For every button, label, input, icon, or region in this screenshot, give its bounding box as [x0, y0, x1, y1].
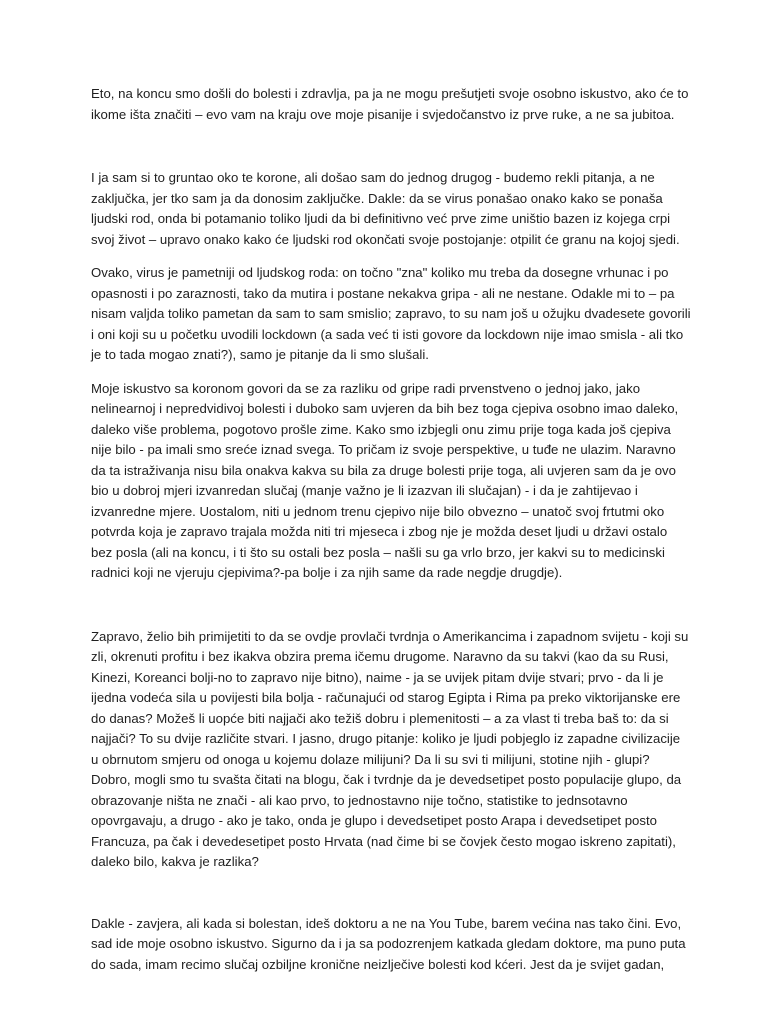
paragraph-conspiracy-doctor: Dakle - zavjera, ali kada si bolestan, ideš doktoru a ne na You Tube, barem većina nas tako čini. Evo, sad ide moje osobno iskustvo. Sigurno da i ja sa podozrenjem katkada gledam doktore, ma puno puta do sada, imam recimo slučaj ozbiljne kronične neizlječive bolesti kod kćeri. Jest da je svijet gadan, [91, 915, 686, 972]
paragraph-western-world: Zapravo, želio bih primijetiti to da se ovdje provlači tvrdnja o Amerikancima i zapadnom svijetu - koji su zli, okrenuti profitu i bez ikakva obzira prema ičemu drugome. Naravno da su takvi (kao da su Rusi, Kinezi, Koreanci bolji-no to zapravo nije bitno), naime - ja se uvijek pitam dvije stvari; prvo - da li je ijedna vodeća sila u povijesti bila bolja - računajući od starog Egipta i Rima pa preko viktorijanske ere do danas? Možeš li uopće biti najjači ako težiš dobru i plemenitosti – a za vlast ti treba baš to: da si najjači? To su dvije različite stvari. I jasno, drugo pitanje: koliko je ljudi pobjeglo iz zapadne civilizacije u obrnutom smjeru od onoga u kojemu dolaze milijuni? Da li su svi ti milijuni, stotine njih - glupi? Dobro, mogli smo tu svašta čitati na blogu, čak i tvrdnje da je devedsetipet posto populacije glupo, da obrazovanje ništa ne znači - ali kao prvo, to jednostavno nije točno, statistike to jednsotavno opovrgavaju, a drugo - ako je tako, onda je glupo i devedsetipet posto Arapa i devedsetipet posto Francuza, pa čak i devedesetipet posto Hrvata (nad čime bi se čovjek često mogao iskreno zapitati), daleko bilo, kakva je razlika? [91, 628, 689, 869]
paragraph-corona-question: I ja sam si to gruntao oko te korone, ali došao sam do jednog drugog - budemo rekli pitanja, a ne zaključka, jer tko sam ja da donosim zaključke. Dakle: da se virus ponašao onako kako se ponaša ljudski rod, onda bi potamanio toliko ljudi da bi definitivno već prve zime uništio bazen iz kojega crpi svoj život – upravo onako kako će ljudski rod okončati svoje postojanje: otpilit će granu na kojoj sjedi. [91, 170, 680, 247]
paragraph-personal-experience: Moje iskustvo sa koronom govori da se za razliku od gripe radi prvenstveno o jednoj jako, jako nelinearnoj i nepredvidivoj bolesti i duboko sam uvjeren da bih bez toga cjepiva osobno imao daleko, daleko više problema, pogotovo prošle zime. Kako smo izbjegli onu zimu prije toga kada još cjepiva nije bilo - pa imali smo sreće iznad svega. To pričam iz svoje perspektive, u tuđe ne ulazim. Naravno da ta istraživanja nisu bila onakva kakva su bila za druge bolesti prije toga, ali uvjeren sam da je ovo bio u dobroj mjeri izvanredan slučaj (manje važno je li izazvan ili slučajan) - i da je zahtijevao i izvanredne mjere. Uostalom, niti u jednom trenu cjepivo nije bilo obvezno – unatoč svoj frtutmi oko potvrda koja je zapravo trajala možda niti tri mjeseca i zbog nje je možda deset ljudi u državi ostalo bez posla (ali na koncu, i ti što su ostali bez posla – našli su ga vrlo brzo, jer kakvi su to medicinski radnici koji ne vjeruju cjepivima?-pa bolje i za njih same da rade negdje drugdje). [91, 380, 679, 580]
document-body [91, 84, 691, 975]
paragraph-virus-smarter: Ovako, virus je pametniji od ljudskog roda: on točno "zna" koliko mu treba da dosegne vrhunac i po opasnosti i po zaraznosti, tako da mutira i postane nekakva gripa - ali ne nestane. Odakle mi to – pa nisam valjda toliko pametan da sam to sam smislio; zapravo, to su nam još u ožujku dvadesete govorili i oni koji su u početku uvodili lockdown (a sada već ti isti govore da lockdown nije imao smisla - ali tko je to tada mogao znati?), samo je pitanje da li smo slušali. [91, 265, 691, 362]
paragraph-intro: Eto, na koncu smo došli do bolesti i zdravlja, pa ja ne mogu prešutjeti svoje osobno iskustvo, ako će to ikome išta značiti – evo vam na kraju ove moje pisanije i svjedočanstvo iz prve ruke, a ne sa jubitoa. [91, 86, 689, 122]
